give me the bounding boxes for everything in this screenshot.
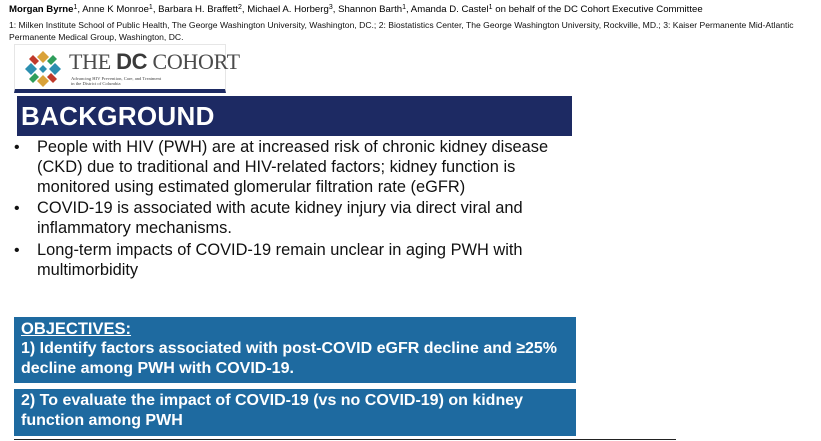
author-name: Anne K Monroe (82, 4, 149, 15)
objective-box-1 (14, 317, 576, 383)
objective-1-text: 1) Identify factors associated with post-COVID eGFR decline and ≥25% decline among PWH with COVID-19. (21, 340, 558, 377)
affiliation-number: 1 (402, 4, 406, 11)
affiliations: 1: Milken Institute School of Public Health, The George Washington University, Washington, DC.; 2: Biostatistics Center, The George Washington University, Rockville, MD.; 3: Kaiser Permanente Mid-Atlantic Permanente Medical Group, Washington, DC. (9, 20, 794, 43)
background-bullet: • Long-term impacts of COVID-19 remain unclear in aging PWH with multimorbidity (14, 240, 523, 279)
affiliation-number: 1 (148, 4, 153, 11)
dc-cohort-logo (14, 44, 240, 93)
bullet-icon: • (14, 139, 20, 156)
objective-box-2 (14, 389, 576, 436)
bullet-icon: • (14, 241, 20, 259)
background-bullet: • COVID-19 is associated with acute kidney injury via direct viral and inflammatory mechanisms. (14, 199, 523, 238)
dc-cohort-logo-mark-icon (23, 49, 63, 89)
background-bullet-list (10, 138, 585, 283)
author-name: Barbara H. Braffett (158, 4, 238, 15)
affiliation-number: 3 (328, 4, 333, 11)
background-bullet: • People with HIV (PWH) are at increased risk of chronic kidney disease (CKD) due to traditional and HIV-related factors; kidney function is monitored using estimated glomerular filtration rate (eGFR) (14, 138, 549, 196)
author-suffix: on behalf of the DC Cohort Executive Committee (492, 4, 703, 15)
logo-tagline: Advancing HIV Prevention, Care, and Treatment in the District of Columbia (71, 76, 162, 87)
author-name: Amanda D. Castel (410, 4, 489, 15)
objectives-heading: OBJECTIVES: (21, 320, 132, 338)
background-heading: BACKGROUND (17, 96, 572, 136)
bullet-icon: • (14, 200, 20, 218)
divider (14, 439, 676, 440)
affiliation-number: 2 (237, 4, 242, 11)
author-name: Michael A. Horberg (247, 4, 329, 15)
author-name: Shannon Barth (338, 4, 403, 15)
author-line: Morgan Byrne$^1$, Anne K Monroe$^1$, Barbara H. Braffett$^2$, Michael A. Horberg$^3$, Shannon Barth$^1$, Amanda D. Castel$^1$ on behalf of the DC Cohort Executive Committee (9, 4, 703, 15)
author-name: Morgan Byrne (9, 4, 74, 15)
affiliation-number: 1 (488, 4, 493, 11)
affiliation-number: 1 (73, 4, 78, 11)
objective-2-text: 2) To evaluate the impact of COVID-19 (vs no COVID-19) on kidney function among PWH (21, 392, 524, 429)
logo-wordmark: THE DC COHORT (69, 49, 240, 74)
